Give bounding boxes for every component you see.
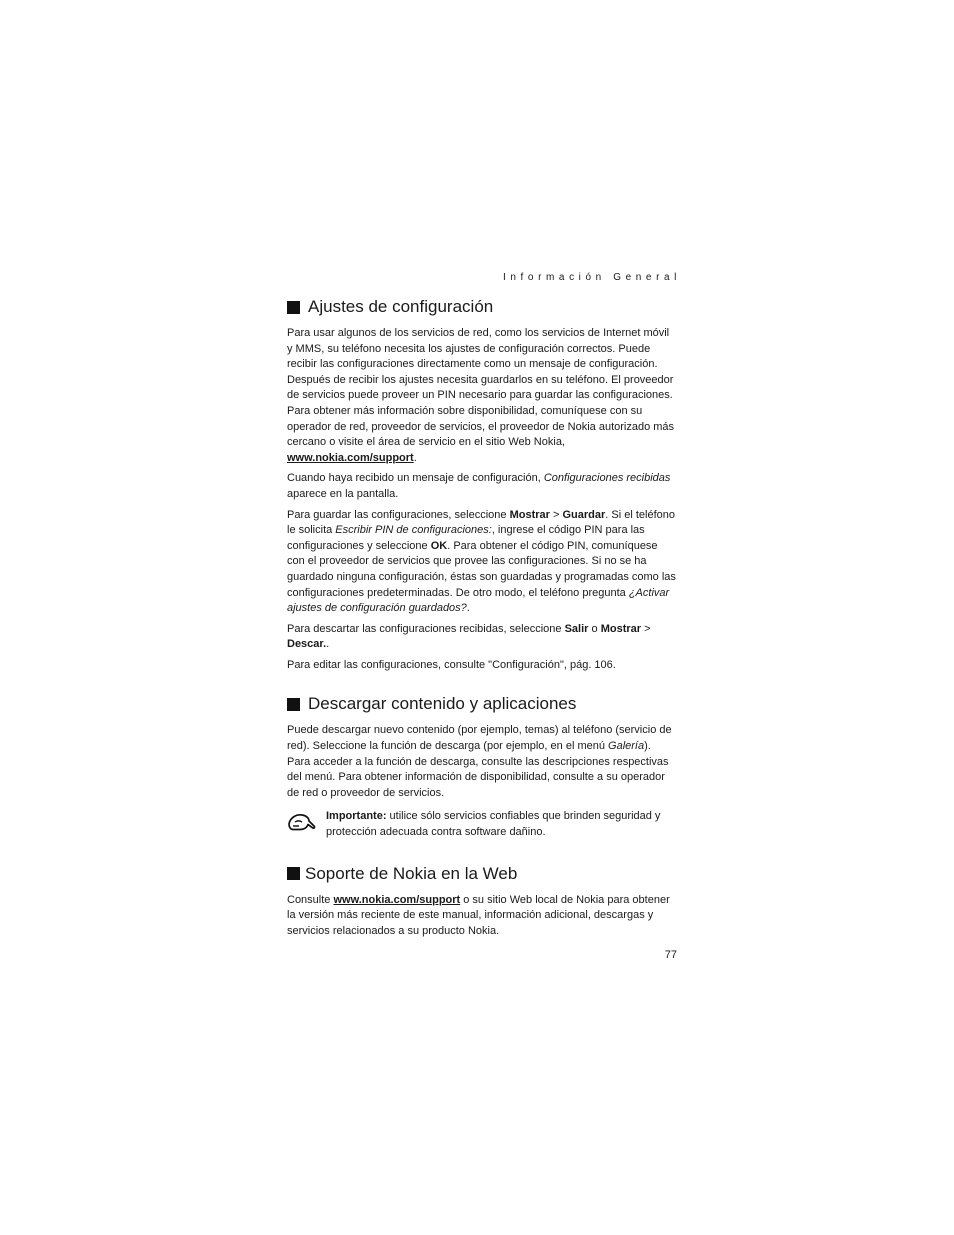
softkey-term: Salir xyxy=(564,622,589,635)
nokia-support-link[interactable]: www.nokia.com/support xyxy=(287,451,414,464)
important-note xyxy=(287,809,677,840)
nokia-support-link[interactable]: www.nokia.com/support xyxy=(333,893,461,906)
softkey-term: Descar. xyxy=(287,638,327,651)
paragraph: Para guardar las configuraciones, seleccione Mostrar > Guardar. Si el teléfono le solicita Escribir PIN de configuraciones:, ingrese el código PIN para las configuraciones y seleccione OK. Para obtener el código PIN, comuníquese con el proveedor de servicios que provee las configuraciones. Si no se ha guardado ninguna configuración, éstas son guardadas y programadas como las configuraciones predeterminadas. De otro modo, el teléfono pregunta ¿Activar ajustes de configuración guardados?. xyxy=(287,508,676,615)
running-header: Información General xyxy=(502,272,681,283)
paragraph: Cuando haya recibido un mensaje de configuración, Configuraciones recibidas aparece en la pantalla. xyxy=(287,472,671,500)
section-title: Descargar contenido y aplicaciones xyxy=(308,694,577,714)
menu-term: Escribir PIN de configuraciones: xyxy=(335,524,492,537)
paragraph: Para usar algunos de los servicios de red, como los servicios de Internet móvil y MMS, su teléfono necesita los ajustes de configuración correctos. Puede recibir las configuraciones directamente como un mensaje de configuración. Después de recibir los ajustes necesita guardarlos en su teléfono. El proveedor de servicios puede proveer un PIN necesario para guardar las configuraciones. Para obtener más información sobre disponibilidad, comuníquese con su operador de red, proveedor de servicios, el proveedor de Nokia autorizado más cercano o visite el área de servicio en el sitio Web Nokia, www.nokia.com/support. xyxy=(287,327,675,464)
section-title: Ajustes de configuración xyxy=(308,297,494,316)
paragraph: Para descartar las configuraciones recibidas, seleccione Salir o Mostrar > Descar.. xyxy=(287,622,651,651)
softkey-term: Mostrar xyxy=(600,622,642,635)
section-title: Soporte de Nokia en la Web xyxy=(305,863,518,883)
heading-bullet-square xyxy=(287,867,300,880)
heading-bullet-square xyxy=(287,698,300,711)
heading-bullet-square xyxy=(287,301,300,314)
hand-pointer-icon xyxy=(287,809,317,833)
manual-page xyxy=(287,270,681,944)
menu-term: Configuraciones recibidas xyxy=(543,472,671,485)
menu-term: ¿Activar ajustes de configuración guardados? xyxy=(287,586,670,615)
section-heading-downloads xyxy=(287,693,677,715)
softkey-term: OK xyxy=(430,539,448,552)
softkey-term: Guardar xyxy=(562,508,606,521)
note-text: Importante: utilice sólo servicios confiables que brinden seguridad y protección adecuada contra software dañino. xyxy=(326,810,661,839)
menu-term: Galería xyxy=(608,740,645,753)
paragraph: Consulte www.nokia.com/support o su sitio Web local de Nokia para obtener la versión más reciente de este manual, información adicional, descargas y servicios relacionados a su producto Nokia. xyxy=(287,893,670,937)
paragraph: Para editar las configuraciones, consulte "Configuración", pág. 106. xyxy=(287,658,616,671)
note-label: Importante: xyxy=(326,810,387,823)
section-heading-configuration xyxy=(287,296,677,318)
softkey-term: Mostrar xyxy=(509,508,550,521)
page-number: 77 xyxy=(664,949,677,961)
paragraph: Puede descargar nuevo contenido (por ejemplo, temas) al teléfono (servicio de red). Seleccione la función de descarga (por ejemplo, en el menú Galería). Para acceder a la función de descarga, consulte las descripciones respectivas del menú. Para obtener información de disponibilidad, consulte a su operador de red o proveedor de servicios. xyxy=(287,724,672,799)
section-heading-web-support xyxy=(287,863,677,885)
